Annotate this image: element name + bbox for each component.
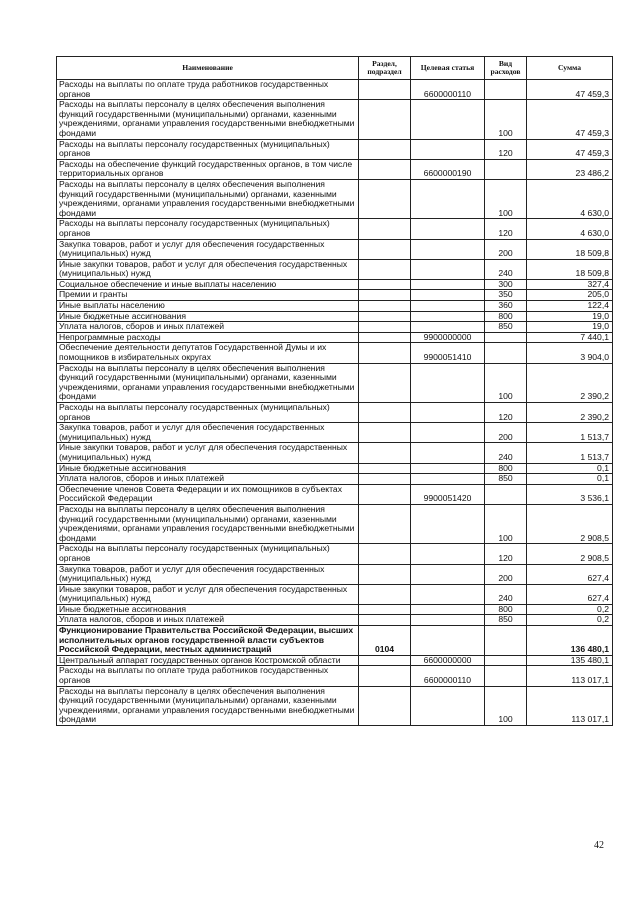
- table-row: [57, 279, 613, 290]
- cell-section: [359, 322, 411, 333]
- cell-section: [359, 544, 411, 564]
- cell-type: 120: [485, 403, 527, 423]
- cell-section: [359, 584, 411, 604]
- cell-name: Расходы на выплаты персоналу государственных (муниципальных) органов: [57, 403, 359, 423]
- table-row: [57, 311, 613, 322]
- table-row: [57, 343, 613, 363]
- cell-target: [411, 403, 485, 423]
- cell-sum: 205,0: [527, 290, 613, 301]
- cell-section: [359, 655, 411, 666]
- cell-target: [411, 423, 485, 443]
- cell-sum: 1 513,7: [527, 423, 613, 443]
- table-row: [57, 584, 613, 604]
- cell-name: Функционирование Правительства Российской Федерации, высших исполнительных органов государственной власти субъектов Российской Федерации, местных администраций: [57, 626, 359, 656]
- cell-name: Расходы на выплаты персоналу государственных (муниципальных) органов: [57, 139, 359, 159]
- cell-type: [485, 666, 527, 686]
- cell-name: Расходы на выплаты персоналу в целях обеспечения выполнения функций государственными (муниципальными) органами, казенными учреждениями, органами управления государственными внебюджетными фондами: [57, 504, 359, 543]
- cell-name: Иные бюджетные ассигнования: [57, 604, 359, 615]
- cell-sum: 327,4: [527, 279, 613, 290]
- header-name: Наименование: [57, 57, 359, 80]
- cell-type: 120: [485, 139, 527, 159]
- budget-table: [56, 56, 613, 726]
- cell-sum: 4 630,0: [527, 179, 613, 218]
- cell-target: [411, 100, 485, 139]
- cell-name: Расходы на выплаты персоналу государственных (муниципальных) органов: [57, 544, 359, 564]
- table-row: [57, 322, 613, 333]
- cell-name: Иные закупки товаров, работ и услуг для обеспечения государственных (муниципальных) нужд: [57, 443, 359, 463]
- cell-section: [359, 179, 411, 218]
- table-row: [57, 332, 613, 343]
- cell-section: [359, 100, 411, 139]
- table-row: [57, 423, 613, 443]
- cell-sum: 19,0: [527, 322, 613, 333]
- cell-target: 9900051410: [411, 343, 485, 363]
- table-row: [57, 179, 613, 218]
- cell-section: [359, 343, 411, 363]
- table-row: [57, 403, 613, 423]
- cell-type: 800: [485, 311, 527, 322]
- cell-sum: 18 509,8: [527, 259, 613, 279]
- cell-name: Иные выплаты населению: [57, 301, 359, 312]
- cell-name: Обеспечение деятельности депутатов Государственной Думы и их помощников в избирательных округах: [57, 343, 359, 363]
- cell-name: Социальное обеспечение и иные выплаты населению: [57, 279, 359, 290]
- cell-sum: 627,4: [527, 584, 613, 604]
- cell-target: [411, 615, 485, 626]
- cell-section: 0104: [359, 626, 411, 656]
- cell-section: [359, 423, 411, 443]
- table-row: [57, 443, 613, 463]
- table-row: [57, 301, 613, 312]
- table-row: [57, 544, 613, 564]
- cell-section: [359, 159, 411, 179]
- cell-type: [485, 159, 527, 179]
- cell-name: Иные закупки товаров, работ и услуг для обеспечения государственных (муниципальных) нужд: [57, 584, 359, 604]
- cell-section: [359, 259, 411, 279]
- cell-type: 100: [485, 179, 527, 218]
- cell-sum: 627,4: [527, 564, 613, 584]
- cell-sum: 3 904,0: [527, 343, 613, 363]
- cell-sum: 47 459,3: [527, 80, 613, 100]
- cell-sum: 0,1: [527, 463, 613, 474]
- cell-sum: 7 440,1: [527, 332, 613, 343]
- cell-target: [411, 322, 485, 333]
- cell-name: Центральный аппарат государственных органов Костромской области: [57, 655, 359, 666]
- cell-sum: 2 908,5: [527, 544, 613, 564]
- table-row: [57, 219, 613, 239]
- cell-target: [411, 544, 485, 564]
- table-row: [57, 463, 613, 474]
- table-row: [57, 604, 613, 615]
- table-row: [57, 290, 613, 301]
- table-header-row: [57, 57, 613, 80]
- cell-section: [359, 279, 411, 290]
- cell-sum: 3 536,1: [527, 484, 613, 504]
- cell-type: 120: [485, 219, 527, 239]
- cell-type: 100: [485, 686, 527, 725]
- table-row: [57, 239, 613, 259]
- cell-section: [359, 463, 411, 474]
- cell-target: [411, 686, 485, 725]
- cell-type: 240: [485, 259, 527, 279]
- cell-name: Обеспечение членов Совета Федерации и их помощников в субъектах Российской Федерации: [57, 484, 359, 504]
- budget-document: [56, 56, 612, 726]
- table-row: [57, 159, 613, 179]
- cell-section: [359, 484, 411, 504]
- table-row: [57, 259, 613, 279]
- table-row: [57, 474, 613, 485]
- table-row: [57, 363, 613, 402]
- table-body: [57, 80, 613, 726]
- cell-section: [359, 686, 411, 725]
- cell-name: Иные бюджетные ассигнования: [57, 463, 359, 474]
- cell-target: [411, 463, 485, 474]
- cell-name: Расходы на обеспечение функций государственных органов, в том числе территориальных органов: [57, 159, 359, 179]
- cell-sum: 0,2: [527, 615, 613, 626]
- cell-type: 800: [485, 604, 527, 615]
- cell-target: 6600000110: [411, 80, 485, 100]
- cell-target: [411, 239, 485, 259]
- cell-target: [411, 259, 485, 279]
- cell-target: [411, 139, 485, 159]
- cell-type: 300: [485, 279, 527, 290]
- cell-target: [411, 179, 485, 218]
- cell-target: 6600000110: [411, 666, 485, 686]
- cell-name: Непрограммные расходы: [57, 332, 359, 343]
- cell-section: [359, 239, 411, 259]
- cell-target: [411, 604, 485, 615]
- cell-name: Расходы на выплаты персоналу государственных (муниципальных) органов: [57, 219, 359, 239]
- cell-target: 9900051420: [411, 484, 485, 504]
- cell-target: 6600000190: [411, 159, 485, 179]
- cell-target: 9900000000: [411, 332, 485, 343]
- cell-name: Закупка товаров, работ и услуг для обеспечения государственных (муниципальных) нужд: [57, 239, 359, 259]
- table-row: [57, 666, 613, 686]
- table-row: [57, 504, 613, 543]
- cell-target: [411, 301, 485, 312]
- cell-type: 850: [485, 615, 527, 626]
- cell-sum: 122,4: [527, 301, 613, 312]
- cell-sum: 2 390,2: [527, 363, 613, 402]
- table-row: [57, 615, 613, 626]
- cell-type: [485, 655, 527, 666]
- cell-type: [485, 80, 527, 100]
- cell-target: [411, 290, 485, 301]
- cell-sum: 113 017,1: [527, 666, 613, 686]
- cell-target: [411, 564, 485, 584]
- cell-type: [485, 484, 527, 504]
- cell-type: 850: [485, 322, 527, 333]
- cell-section: [359, 290, 411, 301]
- table-row: [57, 100, 613, 139]
- cell-name: Иные закупки товаров, работ и услуг для обеспечения государственных (муниципальных) нужд: [57, 259, 359, 279]
- cell-name: Расходы на выплаты персоналу в целях обеспечения выполнения функций государственными (муниципальными) органами, казенными учреждениями, органами управления государственными внебюджетными фондами: [57, 179, 359, 218]
- cell-target: [411, 219, 485, 239]
- cell-sum: 1 513,7: [527, 443, 613, 463]
- table-row: [57, 564, 613, 584]
- cell-section: [359, 219, 411, 239]
- table-row: [57, 139, 613, 159]
- header-type: Вид расходов: [485, 57, 527, 80]
- cell-section: [359, 604, 411, 615]
- cell-section: [359, 564, 411, 584]
- cell-type: 120: [485, 544, 527, 564]
- cell-name: Уплата налогов, сборов и иных платежей: [57, 474, 359, 485]
- cell-name: Премии и гранты: [57, 290, 359, 301]
- cell-name: Расходы на выплаты персоналу в целях обеспечения выполнения функций государственными (муниципальными) органами, казенными учреждениями, органами управления государственными внебюджетными фондами: [57, 686, 359, 725]
- cell-sum: 47 459,3: [527, 100, 613, 139]
- cell-sum: 0,2: [527, 604, 613, 615]
- cell-target: [411, 363, 485, 402]
- table-row: [57, 80, 613, 100]
- cell-target: [411, 504, 485, 543]
- cell-sum: 2 390,2: [527, 403, 613, 423]
- cell-sum: 18 509,8: [527, 239, 613, 259]
- cell-sum: 135 480,1: [527, 655, 613, 666]
- cell-target: [411, 443, 485, 463]
- cell-name: Расходы на выплаты по оплате труда работников государственных органов: [57, 80, 359, 100]
- cell-type: [485, 626, 527, 656]
- cell-sum: 113 017,1: [527, 686, 613, 725]
- cell-section: [359, 301, 411, 312]
- cell-type: [485, 343, 527, 363]
- cell-name: Закупка товаров, работ и услуг для обеспечения государственных (муниципальных) нужд: [57, 564, 359, 584]
- cell-section: [359, 311, 411, 322]
- cell-section: [359, 139, 411, 159]
- cell-type: 200: [485, 564, 527, 584]
- cell-section: [359, 474, 411, 485]
- cell-type: 240: [485, 584, 527, 604]
- header-section: Раздел, подраздел: [359, 57, 411, 80]
- cell-section: [359, 615, 411, 626]
- cell-section: [359, 80, 411, 100]
- cell-target: [411, 626, 485, 656]
- cell-name: Расходы на выплаты по оплате труда работников государственных органов: [57, 666, 359, 686]
- cell-sum: 23 486,2: [527, 159, 613, 179]
- cell-type: 100: [485, 100, 527, 139]
- table-row: [57, 484, 613, 504]
- cell-name: Уплата налогов, сборов и иных платежей: [57, 615, 359, 626]
- cell-sum: 19,0: [527, 311, 613, 322]
- cell-name: Расходы на выплаты персоналу в целях обеспечения выполнения функций государственными (муниципальными) органами, казенными учреждениями, органами управления государственными внебюджетными фондами: [57, 363, 359, 402]
- cell-type: 350: [485, 290, 527, 301]
- cell-name: Уплата налогов, сборов и иных платежей: [57, 322, 359, 333]
- cell-name: Иные бюджетные ассигнования: [57, 311, 359, 322]
- cell-section: [359, 363, 411, 402]
- cell-target: [411, 279, 485, 290]
- cell-sum: 0,1: [527, 474, 613, 485]
- cell-section: [359, 332, 411, 343]
- cell-sum: 2 908,5: [527, 504, 613, 543]
- table-row: [57, 655, 613, 666]
- cell-sum: 136 480,1: [527, 626, 613, 656]
- page-number: 42: [594, 840, 604, 851]
- cell-type: 100: [485, 363, 527, 402]
- cell-target: [411, 311, 485, 322]
- cell-target: [411, 584, 485, 604]
- cell-sum: 4 630,0: [527, 219, 613, 239]
- cell-target: 6600000000: [411, 655, 485, 666]
- cell-type: 240: [485, 443, 527, 463]
- cell-name: Расходы на выплаты персоналу в целях обеспечения выполнения функций государственными (муниципальными) органами, казенными учреждениями, органами управления государственными внебюджетными фондами: [57, 100, 359, 139]
- cell-section: [359, 666, 411, 686]
- cell-type: 850: [485, 474, 527, 485]
- cell-type: 200: [485, 239, 527, 259]
- cell-target: [411, 474, 485, 485]
- header-sum: Сумма: [527, 57, 613, 80]
- cell-type: 800: [485, 463, 527, 474]
- table-row: [57, 686, 613, 725]
- cell-name: Закупка товаров, работ и услуг для обеспечения государственных (муниципальных) нужд: [57, 423, 359, 443]
- cell-section: [359, 403, 411, 423]
- cell-type: 200: [485, 423, 527, 443]
- cell-sum: 47 459,3: [527, 139, 613, 159]
- header-target: Целевая статья: [411, 57, 485, 80]
- cell-type: 100: [485, 504, 527, 543]
- cell-section: [359, 504, 411, 543]
- cell-type: [485, 332, 527, 343]
- cell-type: 360: [485, 301, 527, 312]
- cell-section: [359, 443, 411, 463]
- table-row: [57, 626, 613, 656]
